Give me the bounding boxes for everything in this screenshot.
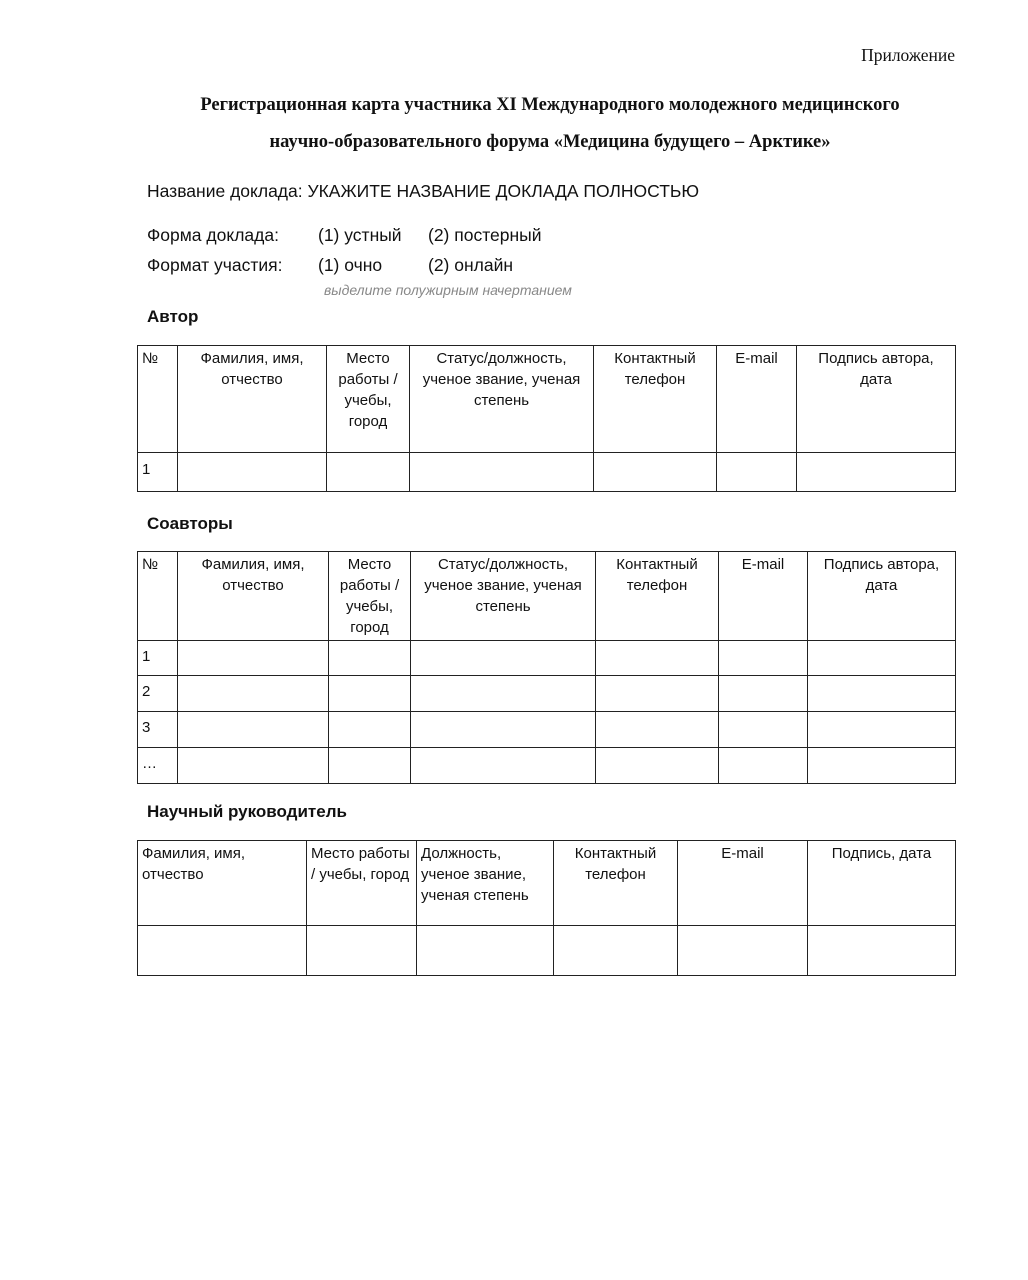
table-header-row <box>138 552 956 641</box>
row-number: 1 <box>138 453 178 492</box>
table-header-row <box>138 841 956 926</box>
table-cell[interactable] <box>719 641 808 676</box>
report-form-label: Форма доклада: <box>147 225 279 245</box>
table-cell[interactable] <box>411 676 596 712</box>
table-cell[interactable] <box>178 641 329 676</box>
header-cell: E-mail <box>719 552 808 641</box>
table-cell[interactable] <box>178 748 329 784</box>
table-cell[interactable] <box>329 712 411 748</box>
report-title-row <box>147 181 699 202</box>
supervisor-heading: Научный руководитель <box>147 802 347 821</box>
header-cell: Контактный телефон <box>594 346 717 453</box>
table-cell[interactable] <box>678 926 808 976</box>
table-row <box>138 926 956 976</box>
header-cell: Место работы / учебы, город <box>327 346 410 453</box>
hint-text: выделите полужирным начертанием <box>324 282 572 298</box>
report-form-poster[interactable]: (2) постерный <box>428 225 542 245</box>
table-cell[interactable] <box>719 748 808 784</box>
table-cell[interactable] <box>329 748 411 784</box>
table-row <box>138 641 956 676</box>
header-cell: Статус/должность, ученое звание, ученая степень <box>411 552 596 641</box>
row-number: 3 <box>138 712 178 748</box>
row-number: 1 <box>138 641 178 676</box>
table-cell[interactable] <box>596 676 719 712</box>
table-cell[interactable] <box>594 453 717 492</box>
header-cell: Фамилия, имя, отчество <box>178 346 327 453</box>
table-cell[interactable] <box>596 748 719 784</box>
table-cell[interactable] <box>417 926 554 976</box>
title-line-2: научно-образовательного форума «Медицина будущего – Арктике» <box>269 132 831 152</box>
header-cell: Статус/должность, ученое звание, ученая степень <box>410 346 594 453</box>
header-cell: № <box>138 346 178 453</box>
table-cell[interactable] <box>808 926 956 976</box>
participation-label: Формат участия: <box>147 255 283 275</box>
report-title-value[interactable]: УКАЖИТЕ НАЗВАНИЕ ДОКЛАДА ПОЛНОСТЬЮ <box>307 181 700 201</box>
table-cell[interactable] <box>411 712 596 748</box>
table-cell[interactable] <box>719 676 808 712</box>
header-cell: E-mail <box>678 841 808 926</box>
author-heading: Автор <box>147 307 199 326</box>
table-cell[interactable] <box>329 641 411 676</box>
table-cell[interactable] <box>554 926 678 976</box>
table-cell[interactable] <box>307 926 417 976</box>
table-cell[interactable] <box>797 453 956 492</box>
table-cell[interactable] <box>138 926 307 976</box>
report-form-oral[interactable]: (1) устный <box>318 225 402 245</box>
table-cell[interactable] <box>808 748 956 784</box>
table-row <box>138 453 956 492</box>
table-row <box>138 676 956 712</box>
table-cell[interactable] <box>808 676 956 712</box>
appendix-label: Приложение <box>861 45 955 65</box>
table-cell[interactable] <box>178 453 327 492</box>
table-cell[interactable] <box>808 641 956 676</box>
header-cell: Подпись автора, дата <box>797 346 956 453</box>
table-cell[interactable] <box>596 641 719 676</box>
title-line-1: Регистрационная карта участника XI Международного молодежного медицинского <box>200 95 900 115</box>
table-cell[interactable] <box>717 453 797 492</box>
row-number: 2 <box>138 676 178 712</box>
table-cell[interactable] <box>178 676 329 712</box>
header-cell: Место работы / учебы, город <box>329 552 411 641</box>
table-cell[interactable] <box>329 676 411 712</box>
supervisor-table <box>137 840 956 976</box>
header-cell: Должность, ученое звание, ученая степень <box>417 841 554 926</box>
participation-offline[interactable]: (1) очно <box>318 255 383 275</box>
table-header-row <box>138 346 956 453</box>
row-number: … <box>138 748 178 784</box>
table-cell[interactable] <box>808 712 956 748</box>
table-cell[interactable] <box>411 641 596 676</box>
header-cell: E-mail <box>717 346 797 453</box>
participation-online[interactable]: (2) онлайн <box>428 255 514 275</box>
table-row <box>138 712 956 748</box>
header-cell: Подпись автора, дата <box>808 552 956 641</box>
header-cell: Контактный телефон <box>554 841 678 926</box>
header-cell: Контактный телефон <box>596 552 719 641</box>
table-cell[interactable] <box>327 453 410 492</box>
author-table <box>137 345 956 492</box>
header-cell: Подпись, дата <box>808 841 956 926</box>
coauthors-heading: Соавторы <box>147 514 233 533</box>
header-cell: Фамилия, имя, отчество <box>178 552 329 641</box>
header-cell: Место работы / учебы, город <box>307 841 417 926</box>
table-cell[interactable] <box>411 748 596 784</box>
header-cell: № <box>138 552 178 641</box>
table-cell[interactable] <box>178 712 329 748</box>
table-cell[interactable] <box>596 712 719 748</box>
report-title-label: Название доклада: <box>147 181 303 201</box>
table-cell[interactable] <box>719 712 808 748</box>
coauthors-table <box>137 551 956 784</box>
table-row <box>138 748 956 784</box>
header-cell: Фамилия, имя, отчество <box>138 841 307 926</box>
table-cell[interactable] <box>410 453 594 492</box>
